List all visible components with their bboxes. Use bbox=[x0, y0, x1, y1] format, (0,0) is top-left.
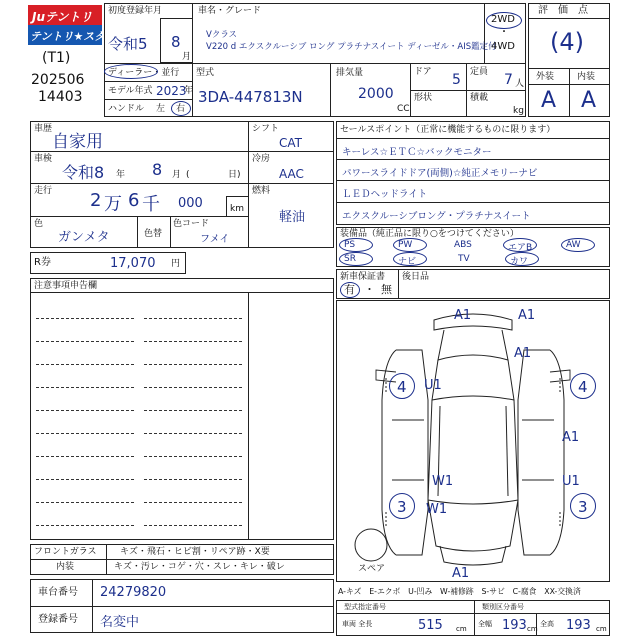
mileage-u1: 万 bbox=[104, 194, 122, 215]
car-type-value: 自家用 bbox=[52, 132, 103, 152]
color-code-label: 色コード bbox=[173, 219, 210, 229]
note-line bbox=[144, 456, 242, 457]
chassis-label: 車台番号 bbox=[38, 587, 78, 598]
model-sub-label: 類別区分番号 bbox=[482, 603, 524, 611]
notes-divider bbox=[248, 293, 249, 540]
divider bbox=[474, 613, 475, 636]
damage-mark: 4 bbox=[578, 378, 588, 396]
damage-mark: A1 bbox=[454, 308, 472, 323]
note-line bbox=[36, 433, 134, 434]
damage-mark: W1 bbox=[426, 502, 448, 517]
note-line bbox=[144, 479, 242, 480]
divider bbox=[226, 196, 227, 216]
displacement-label: 排気量 bbox=[336, 68, 364, 78]
drive-2wd: 2WD bbox=[491, 14, 515, 25]
color-label: 色 bbox=[34, 219, 44, 229]
width-unit: cm bbox=[527, 625, 538, 633]
dealer-label: ディーラー・並行 bbox=[108, 68, 180, 78]
front-glass-desc: キズ・飛石・ヒビ割・リペア跡・X要 bbox=[120, 547, 270, 557]
divider bbox=[104, 63, 526, 64]
divider bbox=[30, 216, 248, 217]
equipment-r2-2: TV bbox=[458, 254, 470, 264]
note-line bbox=[144, 525, 242, 526]
equipment-r2-0-circle bbox=[339, 252, 373, 266]
damage-mark: 3 bbox=[397, 498, 407, 516]
damage-legend: A-キズ E-エクボ U-凹み W-補修跡 S-サビ C-腐食 XX-交換済 bbox=[338, 587, 581, 596]
selling-point-2: パワースライドドア(両側)☆純正メモリーナビ bbox=[342, 168, 538, 179]
divider bbox=[104, 99, 192, 100]
recycle-value: 17,070 bbox=[110, 256, 156, 271]
registration-label: 登録番号 bbox=[38, 614, 78, 625]
interior-label: 内装 bbox=[577, 72, 596, 82]
note-line bbox=[144, 341, 242, 342]
mileage-unit: km bbox=[230, 204, 244, 214]
doors-label: ドア bbox=[414, 67, 432, 77]
height-label: 全高 bbox=[540, 620, 554, 628]
note-line bbox=[36, 479, 134, 480]
capacity-value: 7 bbox=[504, 72, 513, 88]
divider bbox=[569, 68, 570, 117]
front-glass-label: フロントガラス bbox=[34, 547, 97, 557]
handle-right-circle bbox=[171, 101, 191, 116]
color-value: ガンメタ bbox=[58, 230, 110, 245]
divider bbox=[336, 180, 610, 181]
note-line bbox=[144, 318, 242, 319]
equipment-r1-2: ABS bbox=[454, 240, 472, 250]
model-number-label: 型式指定番号 bbox=[344, 603, 386, 611]
height-unit: cm bbox=[596, 625, 607, 633]
fuel-label: 燃料 bbox=[252, 186, 271, 196]
note-line bbox=[36, 502, 134, 503]
color-code-value: フメイ bbox=[200, 234, 230, 245]
interior-row-label: 内装 bbox=[56, 562, 75, 572]
damage-mark: A1 bbox=[518, 308, 536, 323]
equipment-r1-1-circle bbox=[393, 238, 427, 252]
warranty-yes-circle bbox=[340, 282, 360, 298]
selling-point-3: ＬＥＤヘッドライト bbox=[342, 189, 428, 200]
load-label: 積載 bbox=[470, 93, 489, 103]
warranty-dot: ・ bbox=[364, 283, 375, 296]
equipment-r2-3-circle bbox=[505, 252, 539, 266]
divider bbox=[192, 3, 193, 117]
note-line bbox=[144, 433, 242, 434]
divider bbox=[528, 18, 610, 19]
equipment-r2-3: カワ bbox=[510, 257, 529, 267]
recycle-label: R券 bbox=[34, 257, 51, 268]
lot-code-2: 14403 bbox=[38, 89, 83, 105]
load-unit: kg bbox=[513, 106, 524, 116]
selling-points-label: セールスポイント（正常に機能するものに限ります） bbox=[340, 125, 556, 135]
notes-label: 注意事項申告欄 bbox=[34, 281, 98, 291]
width-value: 193 bbox=[502, 618, 527, 633]
divider bbox=[248, 151, 334, 152]
displacement-unit: CC bbox=[397, 104, 410, 114]
handle-left: 左 bbox=[156, 104, 166, 114]
color-change-label: 色替 bbox=[144, 229, 163, 239]
equipment-r1-3-circle bbox=[503, 238, 537, 252]
damage-mark: A1 bbox=[562, 430, 580, 445]
first-reg-label: 初度登録年月 bbox=[108, 6, 163, 16]
divider bbox=[484, 3, 485, 63]
model-type-label: 型式 bbox=[196, 68, 215, 78]
registration-value: 名変中 bbox=[100, 615, 140, 630]
length-unit: cm bbox=[456, 625, 467, 633]
inspection-day-unit: 日) bbox=[228, 170, 241, 180]
score-label: 評 価 点 bbox=[538, 5, 588, 16]
drive-4wd: 4WD bbox=[491, 41, 515, 52]
logo-top-text: Juテントリ bbox=[32, 10, 93, 24]
model-year-label: モデル年式 bbox=[108, 86, 153, 96]
equipment-r1-0-circle bbox=[339, 238, 373, 252]
note-line bbox=[36, 364, 134, 365]
warranty-no: 無 bbox=[381, 283, 392, 296]
inspection-month-unit: 月 bbox=[172, 170, 182, 180]
handle-label: ハンドル bbox=[108, 104, 145, 114]
capacity-unit: 人 bbox=[515, 79, 525, 89]
divider bbox=[170, 216, 171, 248]
first-reg-era: 令和5 bbox=[108, 35, 148, 53]
damage-mark: 3 bbox=[578, 498, 588, 516]
equipment-r1-4-circle bbox=[561, 238, 595, 252]
equipment-r1-4: AW bbox=[566, 240, 581, 250]
model-type-value: 3DA-447813N bbox=[198, 88, 303, 106]
exterior-value: A bbox=[541, 88, 557, 113]
logo-bottom-text: テントリ★スター bbox=[30, 30, 117, 43]
mileage-v2: 6 bbox=[128, 190, 140, 211]
selling-point-1: キーレス☆ＥＴＣ☆バックモニター bbox=[342, 147, 492, 158]
length-value: 515 bbox=[418, 618, 443, 633]
exterior-label: 外装 bbox=[536, 72, 555, 82]
inspection-era-unit: 年 bbox=[116, 170, 126, 180]
first-reg-month-unit: 月 bbox=[182, 52, 192, 62]
doors-value: 5 bbox=[452, 72, 461, 88]
damage-mark-circle bbox=[389, 493, 415, 519]
divider bbox=[248, 121, 249, 248]
damage-mark: A1 bbox=[514, 346, 532, 361]
divider bbox=[474, 600, 475, 613]
divider bbox=[104, 81, 192, 82]
shape-label: 形状 bbox=[414, 93, 433, 103]
note-line bbox=[144, 502, 242, 503]
car-type-label: 車歴 bbox=[34, 124, 53, 134]
divider bbox=[336, 138, 610, 139]
equipment-r1-1: PW bbox=[398, 240, 413, 250]
equipment-r2-0: SR bbox=[344, 254, 356, 264]
recycle-box bbox=[30, 252, 186, 274]
interior-row-desc: キズ・汚レ・コゲ・穴・スレ・キレ・破レ bbox=[114, 562, 285, 572]
mileage-v3: 000 bbox=[178, 196, 203, 211]
drive-dot: ・ bbox=[499, 27, 509, 38]
chassis-value: 24279820 bbox=[100, 585, 167, 600]
model-year-value: 2023 bbox=[156, 84, 187, 98]
equipment-label: 装備品（純正品に限り○をつけてください） bbox=[340, 229, 519, 239]
damage-mark: A1 bbox=[452, 566, 470, 581]
first-reg-month: 8 bbox=[171, 33, 181, 51]
width-label: 全幅 bbox=[478, 620, 492, 628]
car-name-label: 車名・グレード bbox=[198, 6, 262, 16]
divider bbox=[398, 269, 399, 299]
score-value: (4) bbox=[550, 28, 584, 56]
recycle-unit: 円 bbox=[171, 259, 181, 269]
lane-code: (T1) bbox=[42, 50, 71, 66]
length-label: 車両 全長 bbox=[342, 620, 373, 628]
mileage-u2: 千 bbox=[142, 194, 160, 215]
equipment-r2-1-circle bbox=[393, 252, 427, 266]
divider bbox=[336, 202, 610, 203]
note-line bbox=[36, 341, 134, 342]
damage-mark: U1 bbox=[424, 378, 442, 393]
damage-mark-circle bbox=[570, 373, 596, 399]
lot-code-1: 202506 bbox=[31, 72, 85, 88]
inspection-era: 令和8 bbox=[62, 163, 105, 182]
note-line bbox=[144, 387, 242, 388]
note-line bbox=[36, 318, 134, 319]
divider bbox=[330, 63, 331, 117]
divider bbox=[336, 159, 610, 160]
divider bbox=[137, 216, 138, 248]
equipment-r1-0: PS bbox=[344, 240, 356, 250]
divider bbox=[248, 183, 334, 184]
note-line bbox=[36, 410, 134, 411]
note-line bbox=[144, 410, 242, 411]
spare-label: スペア bbox=[358, 564, 386, 574]
damage-mark: W1 bbox=[432, 474, 454, 489]
car-grade: V220 d エクスクルーシブ ロング プラチナスイート ディーゼル・AIS鑑定付 bbox=[206, 42, 497, 52]
car-name: Vクラス bbox=[206, 30, 238, 40]
inspection-label: 車検 bbox=[34, 154, 53, 164]
note-line bbox=[144, 364, 242, 365]
damage-mark-circle bbox=[570, 493, 596, 519]
divider bbox=[30, 606, 334, 607]
dealer-circle bbox=[104, 64, 158, 79]
damage-mark-circle bbox=[389, 373, 415, 399]
selling-point-4: エクスクルーシブロング・プラチナスイート bbox=[342, 211, 531, 222]
note-line bbox=[36, 525, 134, 526]
fuel-value: 軽油 bbox=[279, 210, 306, 225]
warranty-label: 新車保証書 bbox=[340, 272, 386, 282]
divider bbox=[336, 613, 610, 614]
shift-value: CAT bbox=[279, 136, 302, 150]
divider bbox=[226, 196, 248, 197]
warranty-yes: 有 bbox=[344, 283, 355, 296]
divider bbox=[30, 559, 334, 560]
damage-mark: U1 bbox=[562, 474, 580, 489]
shift-label: シフト bbox=[252, 124, 280, 134]
divider bbox=[30, 292, 334, 293]
auction-logo bbox=[28, 5, 117, 47]
equipment-r1-3: エアB bbox=[508, 243, 533, 253]
equipment-r2-1: ナビ bbox=[398, 257, 417, 267]
note-line bbox=[36, 456, 134, 457]
divider bbox=[410, 90, 526, 91]
note-line bbox=[36, 387, 134, 388]
mileage-label: 走行 bbox=[34, 186, 53, 196]
capacity-label: 定員 bbox=[470, 67, 489, 77]
ac-label: 冷房 bbox=[252, 154, 271, 164]
model-year-unit: 年 bbox=[184, 86, 194, 96]
inspection-month: 8 bbox=[152, 160, 163, 179]
handle-right: 右 bbox=[176, 104, 186, 114]
interior-value: A bbox=[581, 88, 597, 113]
displacement-value: 2000 bbox=[358, 86, 394, 102]
delivery-label: 後日品 bbox=[402, 272, 430, 282]
inspection-paren: ( bbox=[186, 170, 190, 180]
damage-mark: 4 bbox=[397, 378, 407, 396]
ac-value: AAC bbox=[279, 167, 304, 181]
mileage-v1: 2 bbox=[90, 190, 102, 211]
height-value: 193 bbox=[566, 618, 591, 633]
